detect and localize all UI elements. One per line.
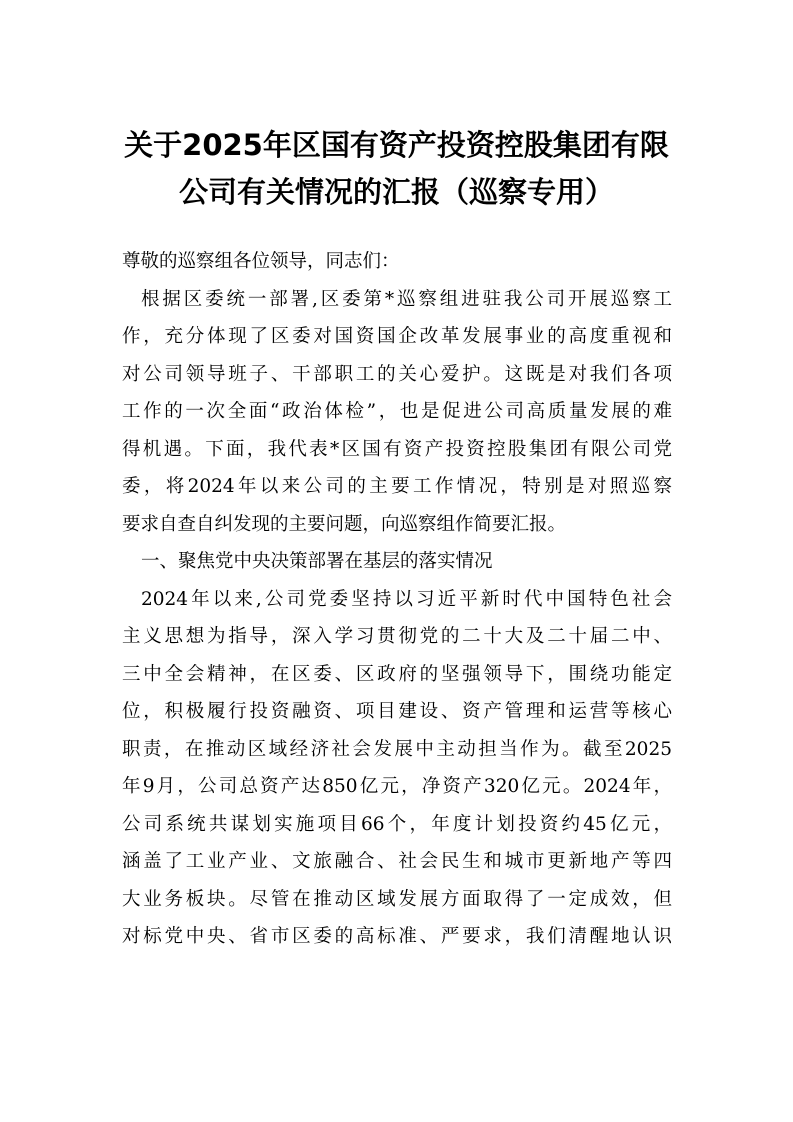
paragraph-line: 主义思想为指导，深入学习贯彻党的二十大及二十届二中、 bbox=[122, 626, 672, 647]
paragraph-line: 对公司领导班子、干部职工的关心爱护。这既是对我们各项 bbox=[122, 363, 672, 385]
paragraph-line: 位，积极履行投资融资、项目建设、资产管理和运营等核心 bbox=[122, 701, 672, 722]
paragraph-line: 2024年以来,公司党委坚持以习近平新时代中国特色社会 bbox=[141, 588, 672, 610]
paragraph-line: 年9月，公司总资产达850亿元，净资产320亿元。2024年， bbox=[122, 776, 672, 797]
paragraph-line: 公司系统共谋划实施项目66个，年度计划投资约45亿元， bbox=[122, 813, 672, 835]
paragraph-line: 要求自查自纠发现的主要问题，向巡察组作简要汇报。 bbox=[122, 513, 567, 535]
paragraph-line: 工作的一次全面“政治体检”，也是促进公司高质量发展的难 bbox=[122, 401, 672, 422]
document-title-line-2: 公司有关情况的汇报（巡察专用） bbox=[178, 175, 614, 209]
paragraph-line: 根据区委统一部署,区委第*巡察组进驻我公司开展巡察工 bbox=[141, 288, 672, 310]
paragraph-line: 委，将2024年以来公司的主要工作情况，特别是对照巡察 bbox=[122, 476, 672, 497]
paragraph-line: 作，充分体现了区委对国资国企改革发展事业的高度重视和 bbox=[122, 326, 672, 347]
paragraph-line: 对标党中央、省市区委的高标准、严要求，我们清醒地认识 bbox=[122, 926, 672, 947]
paragraph-line: 涵盖了工业产业、文旅融合、社会民生和城市更新地产等四 bbox=[122, 851, 672, 872]
paragraph-line: 大业务板块。尽管在推动区域发展方面取得了一定成效，但 bbox=[122, 888, 672, 910]
paragraph-line: 职责，在推动区域经济社会发展中主动担当作为。截至2025 bbox=[122, 738, 672, 760]
paragraph-line: 得机遇。下面，我代表*区国有资产投资控股集团有限公司党 bbox=[122, 438, 672, 460]
document-title-line-1: 关于2025年区国有资产投资控股集团有限 bbox=[124, 128, 669, 162]
section-heading: 一、聚焦党中央决策部署在基层的落实情况 bbox=[141, 551, 493, 572]
salutation: 尊敬的巡察组各位领导，同志们： bbox=[122, 251, 400, 272]
paragraph-line: 三中全会精神，在区委、区政府的坚强领导下，围绕功能定 bbox=[122, 663, 672, 685]
